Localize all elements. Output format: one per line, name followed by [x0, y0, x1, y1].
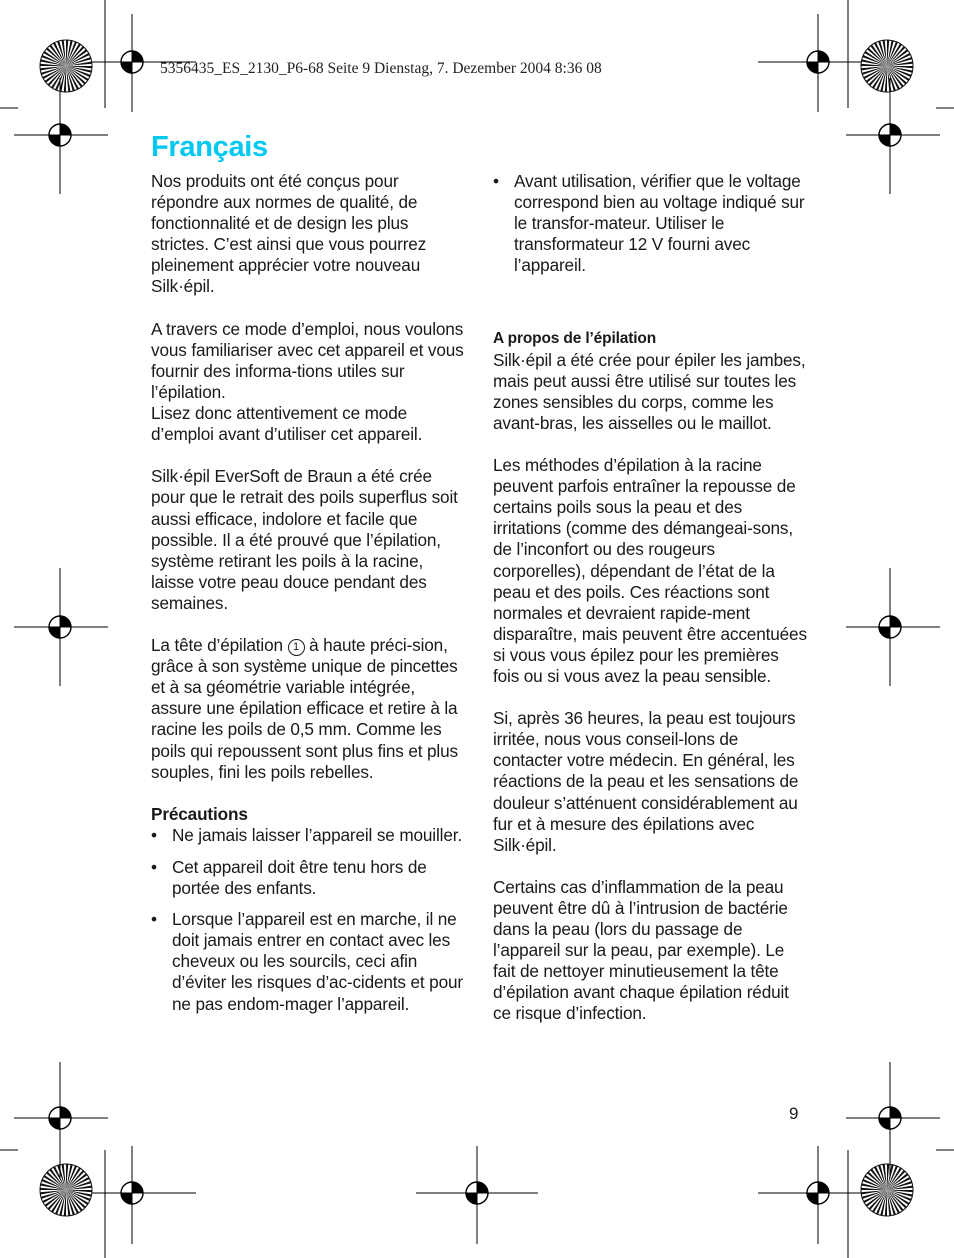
- about-paragraph: Silk·épil a été crée pour épiler les jambes, mais peut aussi être utilisé sur toutes les zones sensibles du corps, comme les avant-bras, les aisselles ou le maillot.: [493, 349, 806, 433]
- left-column: [151, 171, 467, 1025]
- irritation-paragraph: Si, après 36 heures, la peau est toujours irritée, nous vous conseil-lons de contacter votre médecin. En général, les réactions de la peau et les sensations de douleur s’atténuent considérablement au fur et à mesure des épilations avec Silk·épil.: [493, 708, 799, 855]
- about-heading: A propos de l’épilation: [493, 330, 657, 348]
- infection-paragraph: Certains cas d’inflammation de la peau peuvent être dû à l’intrusion de bactérie dans la peau (lors du passage de l’appareil sur la peau, par exemple). Le fait de nettoyer minutieusement la tête d’épilation avant chaque épilation réduit ce risque d’infection.: [493, 876, 789, 1024]
- page-title: Français: [151, 131, 268, 163]
- starburst-icon: [861, 40, 913, 92]
- starburst-icon: [40, 40, 92, 92]
- page-number: 9: [789, 1104, 799, 1123]
- precautions-list: [151, 825, 467, 1015]
- eversoft-paragraph: Silk·épil EverSoft de Braun a été crée pour que le retrait des poils superflus soit aussi efficace, indolore et facile que possible. Il a été prouvé que l’épilation, système retirant les poils à la racine, laisse votre peau douce pendant des semaines.: [151, 466, 458, 613]
- epilation-head-paragraph: La tête d’épilation 1 à haute préci-sion, grâce à son système unique de pincettes et à sa géométrie variable intégrée, assure une épilation efficace et retire à la racine les poils de 0,5 mm. Comme les poils qui repoussent sont plus fins et plus souples, fini les poils rebelles.: [151, 635, 458, 782]
- circled-number-marker: 1: [288, 639, 305, 656]
- list-item: • Ne jamais laisser l’appareil se mouiller.: [151, 825, 467, 846]
- intro-paragraph: Nos produits ont été conçus pour répondre aux normes de qualité, de fonctionnalité et de design les plus strictes. C’est ainsi que vous pourrez pleinement apprécier votre nouveau Silk·épil.: [151, 171, 427, 297]
- guide-paragraph: A travers ce mode d’emploi, nous voulons vous familiariser avec cet appareil et vous fournir des informa-tions utiles sur l’épilation.: [151, 318, 464, 402]
- read-paragraph: Lisez donc attentivement ce mode d’emploi avant d’utiliser cet appareil.: [151, 403, 423, 445]
- right-column: [493, 171, 809, 1046]
- list-item: • Avant utilisation, vérifier que le voltage correspond bien au voltage indiqué sur le transfor-mateur. Utiliser le transformateur 12 V fourni avec l’appareil.: [493, 171, 809, 276]
- list-item: • Lorsque l’appareil est en marche, il ne doit jamais entrer en contact avec les cheveux ou les sourcils, ceci afin d’éviter les risques d’ac-cidents et pour ne pas endom-mager l’appareil.: [151, 909, 467, 1014]
- list-item: • Cet appareil doit être tenu hors de portée des enfants.: [151, 857, 467, 899]
- methods-paragraph: Les méthodes d’épilation à la racine peuvent parfois entraîner la repousse de certains poils sous la peau et des irritations (comme des démangeai-sons, de l’inconfort ou des rougeurs corporelles), dépendant de l’état de la peau et des poils. Ces réactions sont normales et devraient rapide-ment disparaître, mais peuvent être accentuées si vous vous épilez pour les premières fois ou si vous avez la peau sensible.: [493, 455, 807, 686]
- starburst-icon: [40, 1164, 92, 1216]
- print-slug: 5356435_ES_2130_P6-68 Seite 9 Dienstag, 7. Dezember 2004 8:36 08: [160, 60, 602, 77]
- precautions-heading: Précautions: [151, 803, 248, 824]
- starburst-icon: [861, 1164, 913, 1216]
- voltage-list: [493, 171, 809, 276]
